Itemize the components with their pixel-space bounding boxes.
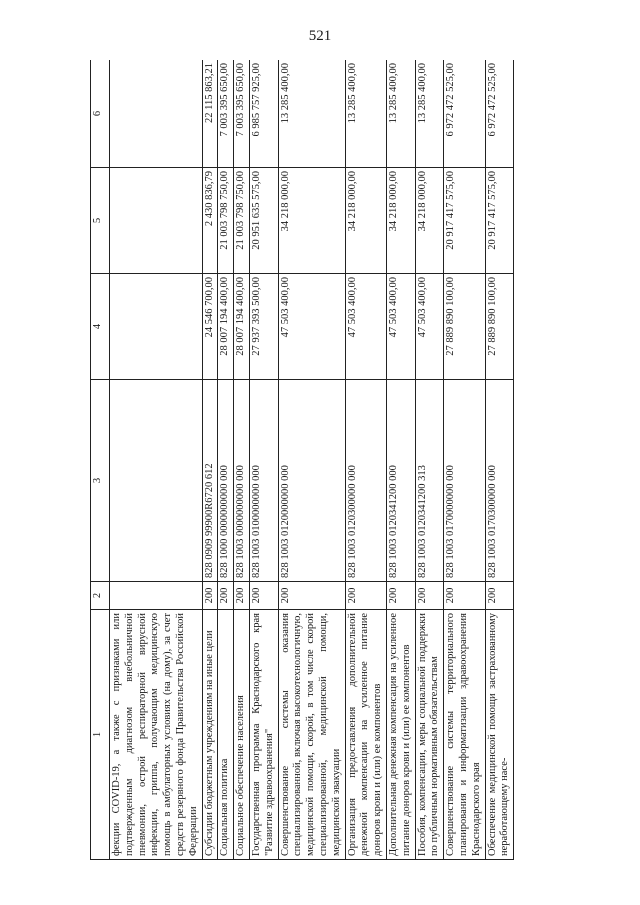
column-header: 2 [91, 582, 110, 610]
table-row [234, 60, 250, 860]
row-name-cell: Совершенствование системы территориального планирования и информатизации здравоохранения Краснодарского края [444, 610, 485, 860]
amount-value: 47 503 400,00 [416, 277, 428, 338]
amount-value: 7 003 395 650,00 [235, 63, 247, 137]
amount-cell [110, 60, 203, 168]
amount-value: 2 430 836,79 [203, 171, 215, 227]
amount-cell [202, 274, 218, 380]
column-header: 6 [91, 60, 110, 168]
column-header: 1 [91, 610, 110, 860]
amount-value: 22 115 863,21 [203, 63, 215, 123]
amount-cell [202, 60, 218, 168]
amount-cell [345, 274, 386, 380]
amount-cell [386, 60, 415, 168]
table-row [278, 60, 345, 860]
amount-value: 24 546 700,00 [203, 277, 215, 338]
column-header: 5 [91, 168, 110, 274]
table-row [218, 60, 234, 860]
row-name-cell: Обеспечение медицинской помощи застрахованному неработающему насе- [485, 610, 514, 860]
amount-value: 47 503 400,00 [279, 277, 291, 338]
amount-value: 28 007 194 400,00 [219, 277, 231, 356]
row-kcsr-cell: 828 1003 0100000000 000 [249, 380, 278, 582]
amount-cell [345, 168, 386, 274]
row-code-cell [110, 582, 203, 610]
row-kcsr-cell: 828 1003 0120000000 000 [278, 380, 345, 582]
amount-value: 20 917 417 575,00 [486, 171, 498, 250]
row-name-cell: Дополнительная денежная компенсация на усиленное питание доноров крови и (или) ее компонентов [386, 610, 415, 860]
table-row [110, 60, 203, 860]
row-kcsr-cell: 828 1000 0000000000 000 [218, 380, 234, 582]
row-code-cell: 200 [386, 582, 415, 610]
table-row [202, 60, 218, 860]
amount-cell [415, 60, 444, 168]
amount-value: 34 218 000,00 [387, 171, 399, 232]
row-kcsr-cell: 828 1003 0170000000 000 [444, 380, 485, 582]
page-number: 521 [308, 28, 332, 44]
amount-value: 28 007 194 400,00 [235, 277, 247, 356]
row-name-cell: Социальная политика [218, 610, 234, 860]
amount-value: 27 889 890 100,00 [445, 277, 457, 356]
amount-value: 13 285 400,00 [346, 63, 358, 124]
amount-cell [485, 274, 514, 380]
amount-cell [218, 168, 234, 274]
amount-cell [249, 60, 278, 168]
row-name-cell: Государственная программа Краснодарского края "Развитие здравоохранения" [249, 610, 278, 860]
column-header: 3 [91, 380, 110, 582]
amount-cell [345, 60, 386, 168]
amount-value: 34 218 000,00 [279, 171, 291, 232]
row-kcsr-cell: 828 1003 0120341200 000 [386, 380, 415, 582]
row-code-cell: 200 [249, 582, 278, 610]
amount-value: 6 972 472 525,00 [445, 63, 457, 137]
amount-cell [234, 168, 250, 274]
row-code-cell: 200 [202, 582, 218, 610]
amount-cell [249, 168, 278, 274]
amount-value: 34 218 000,00 [416, 171, 428, 232]
amount-cell [444, 274, 485, 380]
table-row [386, 60, 415, 860]
amount-cell [444, 168, 485, 274]
amount-cell [249, 274, 278, 380]
amount-cell [386, 168, 415, 274]
amount-value: 27 889 890 100,00 [486, 277, 498, 356]
amount-cell [110, 274, 203, 380]
amount-cell [202, 168, 218, 274]
amount-cell [386, 274, 415, 380]
amount-value: 27 937 393 500,00 [250, 277, 262, 356]
amount-cell [415, 274, 444, 380]
amount-cell [234, 274, 250, 380]
amount-value: 47 503 400,00 [387, 277, 399, 338]
table-row [345, 60, 386, 860]
row-name-cell: Субсидии бюджетным учреждениям на иные цели [202, 610, 218, 860]
amount-cell [278, 274, 345, 380]
row-code-cell: 200 [218, 582, 234, 610]
amount-cell [218, 60, 234, 168]
row-code-cell: 200 [485, 582, 514, 610]
row-kcsr-cell: 828 1003 0170300000 000 [485, 380, 514, 582]
table-row [249, 60, 278, 860]
amount-value: 6 985 757 925,00 [250, 63, 262, 137]
table-body [110, 60, 514, 860]
amount-value: 21 003 798 750,00 [235, 171, 247, 250]
amount-cell [234, 60, 250, 168]
row-kcsr-cell [110, 380, 203, 582]
amount-value: 21 003 798 750,00 [219, 171, 231, 250]
amount-cell [110, 168, 203, 274]
row-code-cell: 200 [278, 582, 345, 610]
amount-cell [415, 168, 444, 274]
amount-value: 13 285 400,00 [387, 63, 399, 124]
row-code-cell: 200 [444, 582, 485, 610]
amount-cell [485, 168, 514, 274]
row-kcsr-cell: 828 1003 0120341200 313 [415, 380, 444, 582]
amount-value: 7 003 395 650,00 [219, 63, 231, 137]
amount-cell [278, 60, 345, 168]
row-name-cell: фекции COVID-19, а также с признаками или подтвержденным диагнозом внебольничной пневмонии, острой респираторной вирусной инфекции, гриппа, получающим медицинскую помощь в амбулаторных условиях (на дому), за счет средств резервного фонда Правительства Российской Федерации [110, 610, 203, 860]
amount-value: 13 285 400,00 [279, 63, 291, 124]
row-name-cell: Социальное обеспечение населения [234, 610, 250, 860]
table-row [485, 60, 514, 860]
amount-cell [278, 168, 345, 274]
budget-table [90, 60, 514, 860]
amount-value: 47 503 400,00 [346, 277, 358, 338]
row-name-cell: Пособия, компенсации, меры социальной поддержки по публичным нормативным обязательствам [415, 610, 444, 860]
amount-value: 34 218 000,00 [346, 171, 358, 232]
row-name-cell: Совершенствование системы оказания специализированной, включая высокотехнологичную, медицинской помощи, скорой, в том числе скорой специализированной, медицинской помощи, медицинской эвакуации [278, 610, 345, 860]
amount-cell [485, 60, 514, 168]
document-page [90, 60, 610, 860]
amount-value: 13 285 400,00 [416, 63, 428, 124]
row-code-cell: 200 [415, 582, 444, 610]
row-kcsr-cell: 828 0909 99900R6720 612 [202, 380, 218, 582]
row-code-cell: 200 [234, 582, 250, 610]
amount-cell [444, 60, 485, 168]
row-kcsr-cell: 828 1003 0000000000 000 [234, 380, 250, 582]
amount-value: 20 951 635 575,00 [250, 171, 262, 250]
row-code-cell: 200 [345, 582, 386, 610]
amount-value: 6 972 472 525,00 [486, 63, 498, 137]
amount-value: 20 917 417 575,00 [445, 171, 457, 250]
row-name-cell: Организация предоставления дополнительной денежной компенсации на усиленное питание доноров крови и (или) ее компонентов [345, 610, 386, 860]
amount-cell [218, 274, 234, 380]
row-kcsr-cell: 828 1003 0120300000 000 [345, 380, 386, 582]
column-header: 4 [91, 274, 110, 380]
table-header-row [91, 60, 110, 860]
table-row [444, 60, 485, 860]
table-row [415, 60, 444, 860]
